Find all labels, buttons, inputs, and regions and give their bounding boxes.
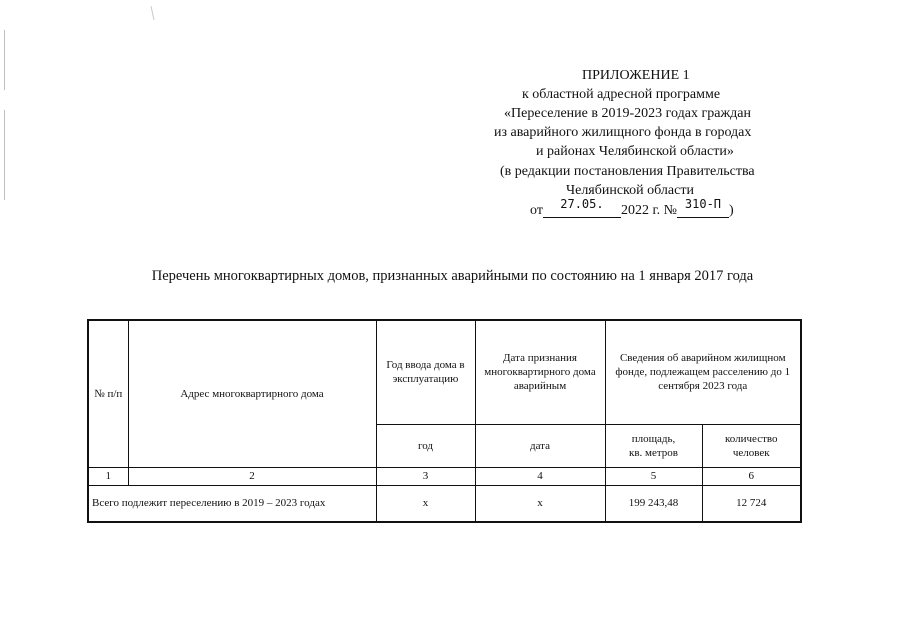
header-num: № п/п (88, 320, 128, 467)
from-prefix: от (530, 203, 543, 218)
index-cell: 5 (605, 467, 702, 485)
number-handwritten: 310-П (684, 197, 722, 211)
date-handwritten: 27.05. (560, 197, 604, 211)
index-cell: 3 (376, 467, 475, 485)
total-label: Всего подлежит переселению в 2019 – 2023 годах (88, 485, 376, 522)
index-cell: 4 (475, 467, 605, 485)
header-line-5: (в редакции постановления Правительства (500, 164, 755, 179)
subheader-date: дата (475, 424, 605, 467)
scan-artifact (151, 6, 155, 20)
subheader-people (702, 424, 801, 467)
document-title: Перечень многоквартирных домов, признанных аварийными по состоянию на 1 января 2017 года (151, 268, 754, 284)
header-line-2: «Переселение в 2019-2023 годах граждан (504, 106, 751, 121)
decree-line (530, 197, 734, 220)
subheader-people-line1: количество (724, 432, 778, 445)
number-field (677, 197, 729, 218)
index-cell: 1 (88, 467, 128, 485)
total-date: х (475, 485, 605, 522)
subheader-area-line2: кв. метров (628, 446, 679, 459)
total-year: х (376, 485, 475, 522)
header-line-1: к областной адресной программе (522, 87, 721, 102)
header-address: Адрес многоквартирного дома (128, 320, 376, 467)
appendix-number: ПРИЛОЖЕНИЕ 1 (582, 68, 690, 83)
header-line-3: из аварийного жилищного фонда в городах (494, 125, 752, 140)
buildings-table (87, 319, 802, 523)
index-cell: 2 (128, 467, 376, 485)
date-field (543, 197, 621, 218)
subheader-people-line2: человек (732, 446, 770, 459)
total-area: 199 243,48 (605, 485, 702, 522)
subheader-year: год (376, 424, 475, 467)
total-people: 12 724 (702, 485, 801, 522)
year-text: 2022 г. № (620, 203, 677, 218)
header-line-4: и районах Челябинской области» (536, 144, 734, 159)
scan-margin-marks (0, 0, 12, 240)
subheader-area-line1: площадь, (631, 432, 676, 445)
subheader-area (605, 424, 702, 467)
header-date-recognition: Дата признания многоквартирного дома аварийным (475, 320, 605, 424)
close-paren: ) (728, 203, 734, 218)
index-cell: 6 (702, 467, 801, 485)
header-line-6: Челябинской области (566, 183, 694, 198)
header-year-commission: Год ввода дома в эксплуатацию (376, 320, 475, 424)
header-emergency-info: Сведения об аварийном жилищном фонде, подлежащем расселению до 1 сентября 2023 года (605, 320, 801, 424)
